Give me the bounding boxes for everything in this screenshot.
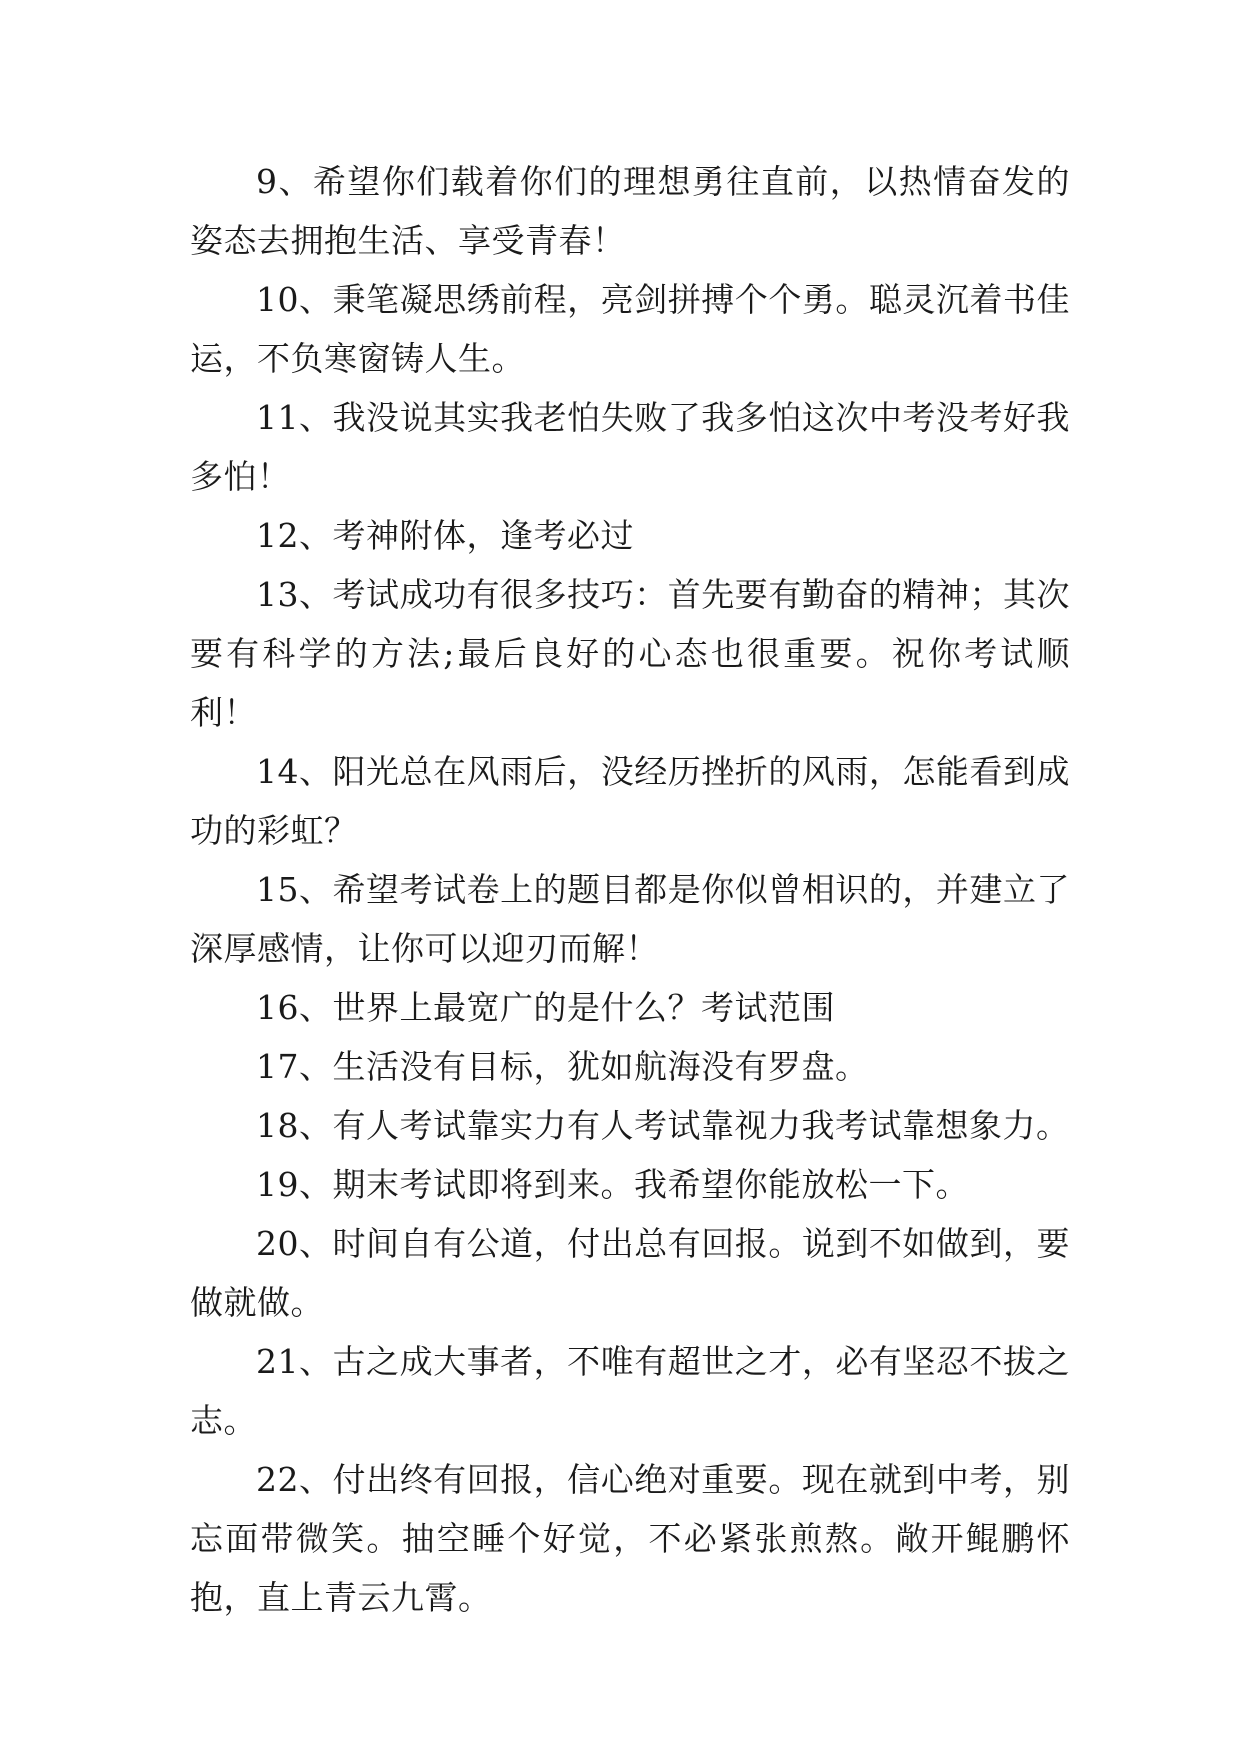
paragraph-17: 17、生活没有目标，犹如航海没有罗盘。 [256,1047,869,1086]
paragraph-13: 13、考试成功有很多技巧：首先要有勤奋的精神；其次要有科学的方法;最后良好的心态也很重要。祝你考试顺利！ [190,575,1070,732]
paragraph-22: 22、付出终有回报，信心绝对重要。现在就到中考，别忘面带微笑。抽空睡个好觉，不必紧张煎熬。敞开鲲鹏怀抱，直上青云九霄。 [190,1460,1070,1617]
paragraph-18: 18、有人考试靠实力有人考试靠视力我考试靠想象力。 [256,1106,1070,1145]
paragraph-19: 19、期末考试即将到来。我希望你能放松一下。 [256,1165,969,1204]
paragraph-11: 11、我没说其实我老怕失败了我多怕这次中考没考好我多怕！ [190,398,1070,496]
paragraph-14: 14、阳光总在风雨后，没经历挫折的风雨，怎能看到成功的彩虹？ [190,752,1070,850]
paragraph-12: 12、考神附体，逢考必过 [256,516,634,555]
paragraph-16: 16、世界上最宽广的是什么？考试范围 [256,988,835,1027]
paragraph-21: 21、古之成大事者，不唯有超世之才，必有坚忍不拔之志。 [190,1342,1070,1440]
paragraph-15: 15、希望考试卷上的题目都是你似曾相识的，并建立了深厚感情，让你可以迎刃而解！ [190,870,1070,968]
document-body [190,152,1070,1627]
paragraph-10: 10、秉笔凝思绣前程，亮剑拼搏个个勇。聪灵沉着书佳运，不负寒窗铸人生。 [190,280,1070,378]
paragraph-20: 20、时间自有公道，付出总有回报。说到不如做到，要做就做。 [190,1224,1070,1322]
paragraph-9: 9、希望你们载着你们的理想勇往直前，以热情奋发的姿态去拥抱生活、享受青春！ [190,162,1070,260]
